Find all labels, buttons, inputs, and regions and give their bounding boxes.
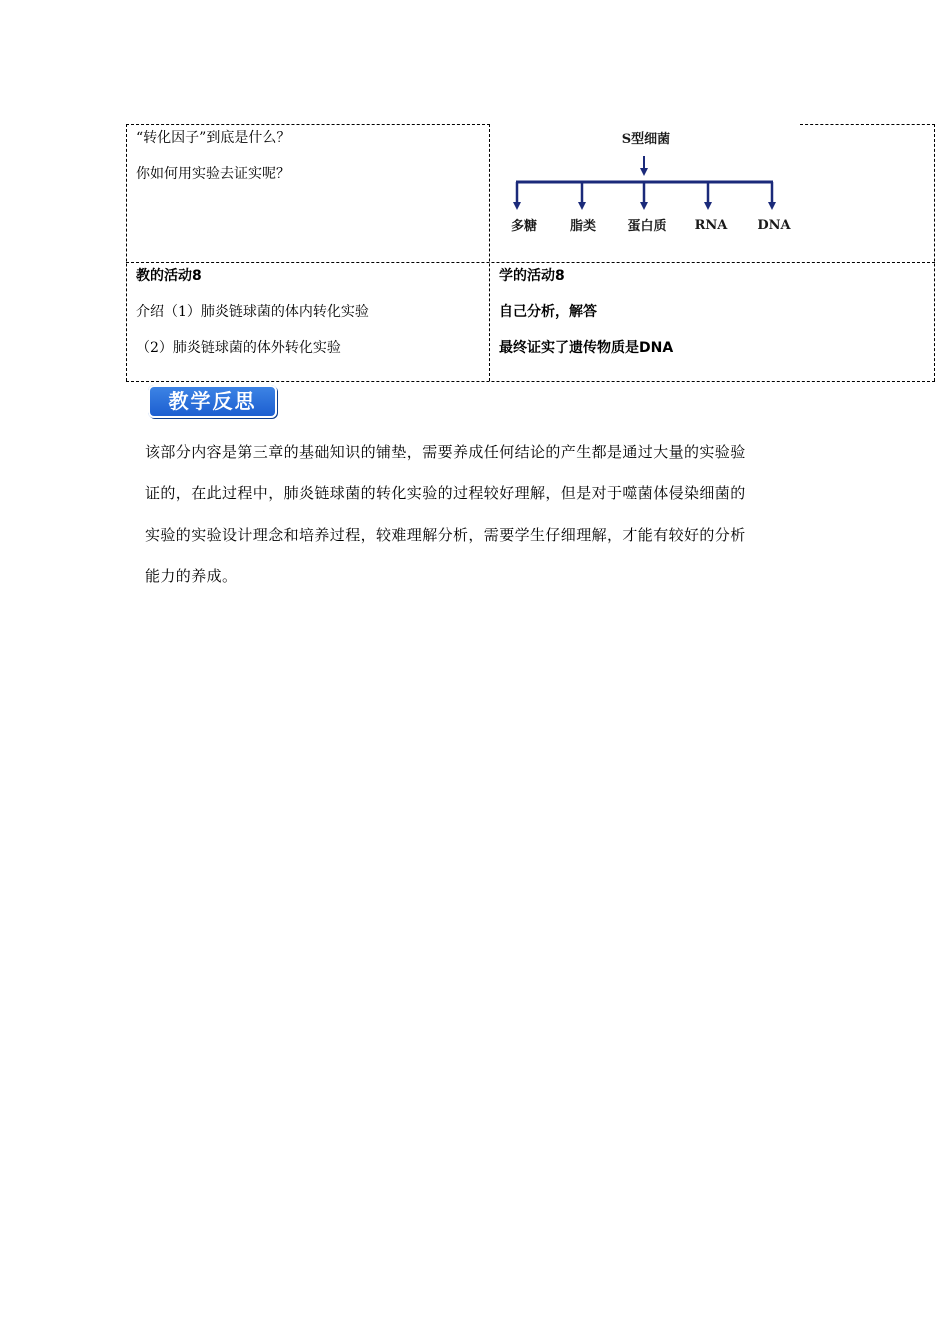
reflection-line-2: 证的，在此过程中，肺炎链球菌的转化实验的过程较好理解，但是对于噬菌体侵染细菌的 <box>145 484 746 502</box>
diagram-child-lipid: 脂类 <box>569 219 597 234</box>
question-line-2: 你如何用实验去证实呢？ <box>136 166 290 182</box>
student-activity-line-1: 自己分析，解答 <box>499 304 597 320</box>
table-mid-border <box>489 124 490 381</box>
reflection-line-3: 实验的实验设计理念和培养过程，较难理解分析，需要学生仔细理解，才能有较好的分析 <box>145 526 746 544</box>
student-activity-heading: 学的活动8 <box>499 268 565 284</box>
table-row-divider <box>126 262 935 263</box>
s-bacteria-composition-diagram <box>492 126 932 262</box>
diagram-root-label: S型细菌 <box>621 132 671 147</box>
table-left-border <box>126 124 127 381</box>
table-top-border-right <box>800 124 935 125</box>
question-line-1: “转化因子”到底是什么？ <box>136 130 291 146</box>
table-bottom-border <box>126 381 935 382</box>
diagram-child-rna: RNA <box>694 218 728 233</box>
diagram-child-protein: 蛋白质 <box>627 219 667 234</box>
reflection-line-4: 能力的养成。 <box>145 567 238 585</box>
teacher-activity-heading: 教的活动8 <box>136 268 202 284</box>
table-right-border <box>934 124 935 381</box>
teaching-reflection-badge: 教学反思 <box>148 385 277 418</box>
table-top-border-left <box>126 124 490 125</box>
diagram-child-polysaccharide: 多糖 <box>510 219 538 234</box>
teacher-activity-line-2: （2）肺炎链球菌的体外转化实验 <box>136 340 341 356</box>
student-activity-line-2: 最终证实了遗传物质是DNA <box>499 340 674 356</box>
diagram-child-dna: DNA <box>757 218 791 233</box>
teacher-activity-line-1: 介绍（1）肺炎链球菌的体内转化实验 <box>136 304 369 320</box>
reflection-line-1: 该部分内容是第三章的基础知识的铺垫，需要养成任何结论的产生都是通过大量的实验验 <box>145 443 746 461</box>
